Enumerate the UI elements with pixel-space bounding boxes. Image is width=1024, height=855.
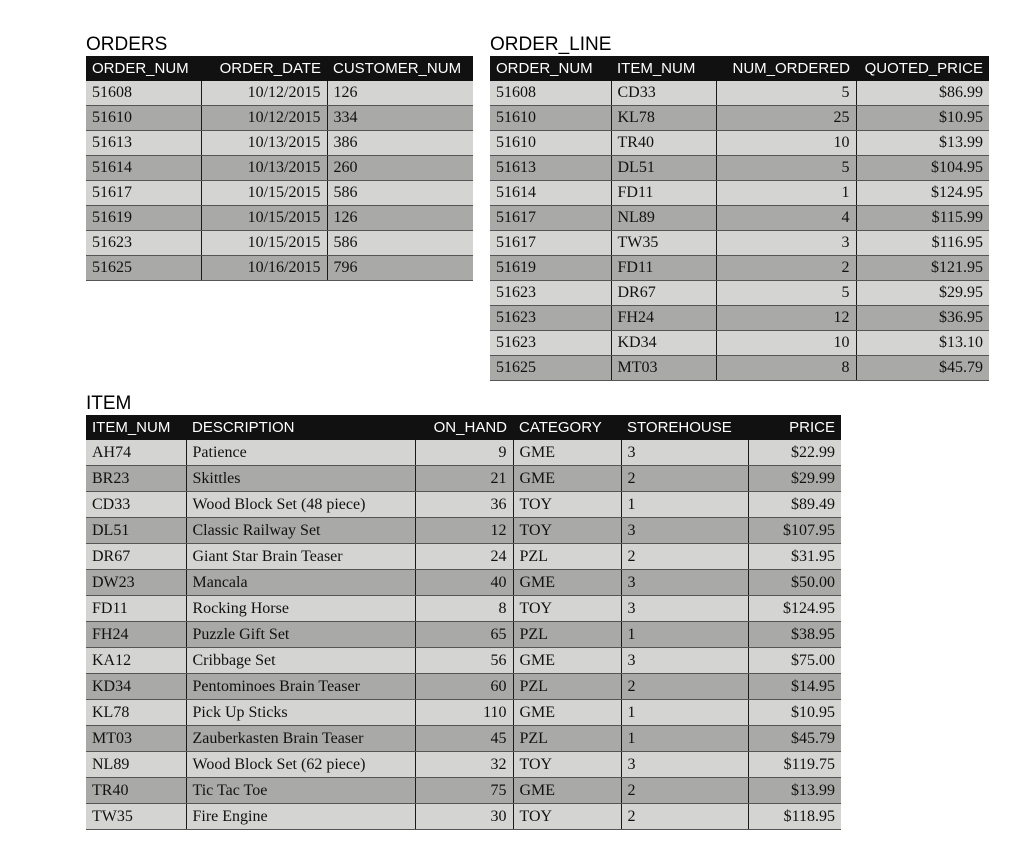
- item-cell-price: $38.95: [748, 622, 841, 648]
- order-line-cell-order-num: 51619: [490, 256, 611, 281]
- item-cell-category: GME: [513, 778, 621, 804]
- order-line-row: [490, 181, 989, 206]
- order-line-cell-item-num: FD11: [611, 256, 716, 281]
- item-cell-category: TOY: [513, 518, 621, 544]
- item-cell-price: $50.00: [748, 570, 841, 596]
- item-cell-price: $45.79: [748, 726, 841, 752]
- item-row: [86, 726, 841, 752]
- order-line-cell-item-num: TR40: [611, 131, 716, 156]
- order-line-cell-quoted-price: $29.95: [856, 281, 989, 306]
- item-row: [86, 440, 841, 466]
- orders-cell-order-date: 10/13/2015: [201, 156, 327, 181]
- orders-table-title: ORDERS: [86, 34, 168, 55]
- order-line-cell-num-ordered: 10: [716, 131, 856, 156]
- order-line-row: [490, 231, 989, 256]
- orders-table: [86, 56, 473, 281]
- item-cell-on-hand: 30: [415, 804, 513, 830]
- item-row: [86, 518, 841, 544]
- item-cell-storehouse: 3: [621, 596, 748, 622]
- item-cell-description: Tic Tac Toe: [186, 778, 415, 804]
- orders-cell-order-num: 51613: [86, 131, 201, 156]
- orders-row: [86, 131, 473, 156]
- item-cell-storehouse: 3: [621, 440, 748, 466]
- item-cell-storehouse: 3: [621, 648, 748, 674]
- orders-row: [86, 156, 473, 181]
- orders-cell-order-num: 51617: [86, 181, 201, 206]
- orders-cell-order-num: 51619: [86, 206, 201, 231]
- orders-col-order-num: ORDER_NUM: [86, 56, 201, 81]
- item-cell-category: GME: [513, 440, 621, 466]
- order-line-cell-quoted-price: $36.95: [856, 306, 989, 331]
- order-line-row: [490, 256, 989, 281]
- item-cell-on-hand: 21: [415, 466, 513, 492]
- orders-cell-order-date: 10/12/2015: [201, 106, 327, 131]
- orders-cell-customer-num: 260: [327, 156, 473, 181]
- item-cell-category: PZL: [513, 726, 621, 752]
- order-line-row: [490, 106, 989, 131]
- item-table-block: [86, 393, 841, 830]
- orders-header-row: [86, 56, 473, 81]
- item-row: [86, 752, 841, 778]
- order-line-row: [490, 206, 989, 231]
- item-cell-price: $29.99: [748, 466, 841, 492]
- item-cell-on-hand: 75: [415, 778, 513, 804]
- item-cell-category: TOY: [513, 492, 621, 518]
- orders-row: [86, 256, 473, 281]
- orders-cell-order-date: 10/15/2015: [201, 206, 327, 231]
- order-line-cell-item-num: TW35: [611, 231, 716, 256]
- orders-cell-customer-num: 126: [327, 81, 473, 106]
- order-line-cell-order-num: 51613: [490, 156, 611, 181]
- order-line-cell-quoted-price: $13.10: [856, 331, 989, 356]
- order-line-cell-item-num: NL89: [611, 206, 716, 231]
- item-cell-on-hand: 45: [415, 726, 513, 752]
- order-line-cell-num-ordered: 8: [716, 356, 856, 381]
- order-line-cell-item-num: DR67: [611, 281, 716, 306]
- orders-cell-order-num: 51623: [86, 231, 201, 256]
- item-cell-category: TOY: [513, 596, 621, 622]
- item-cell-description: Wood Block Set (48 piece): [186, 492, 415, 518]
- item-row: [86, 648, 841, 674]
- order-line-row: [490, 331, 989, 356]
- item-cell-storehouse: 2: [621, 804, 748, 830]
- item-cell-description: Mancala: [186, 570, 415, 596]
- order-line-cell-num-ordered: 3: [716, 231, 856, 256]
- item-row: [86, 466, 841, 492]
- item-cell-storehouse: 1: [621, 492, 748, 518]
- item-cell-price: $22.99: [748, 440, 841, 466]
- orders-cell-order-date: 10/15/2015: [201, 231, 327, 256]
- item-cell-item-num: NL89: [86, 752, 186, 778]
- item-cell-item-num: DR67: [86, 544, 186, 570]
- item-cell-price: $10.95: [748, 700, 841, 726]
- order-line-cell-item-num: FD11: [611, 181, 716, 206]
- item-cell-description: Giant Star Brain Teaser: [186, 544, 415, 570]
- orders-row: [86, 181, 473, 206]
- item-cell-storehouse: 2: [621, 544, 748, 570]
- order-line-cell-item-num: DL51: [611, 156, 716, 181]
- item-col-description: DESCRIPTION: [186, 415, 415, 440]
- item-cell-category: TOY: [513, 804, 621, 830]
- orders-row: [86, 81, 473, 106]
- item-row: [86, 596, 841, 622]
- item-cell-storehouse: 2: [621, 466, 748, 492]
- order-line-cell-order-num: 51617: [490, 206, 611, 231]
- item-cell-description: Zauberkasten Brain Teaser: [186, 726, 415, 752]
- orders-cell-order-date: 10/16/2015: [201, 256, 327, 281]
- order-line-cell-order-num: 51610: [490, 106, 611, 131]
- item-cell-category: GME: [513, 466, 621, 492]
- item-cell-storehouse: 1: [621, 700, 748, 726]
- order-line-cell-quoted-price: $116.95: [856, 231, 989, 256]
- item-header-row: [86, 415, 841, 440]
- order-line-cell-num-ordered: 5: [716, 281, 856, 306]
- orders-cell-customer-num: 386: [327, 131, 473, 156]
- order-line-cell-num-ordered: 5: [716, 156, 856, 181]
- item-cell-on-hand: 36: [415, 492, 513, 518]
- order-line-table-title: ORDER_LINE: [490, 34, 612, 55]
- item-cell-item-num: TW35: [86, 804, 186, 830]
- item-cell-storehouse: 3: [621, 518, 748, 544]
- order-line-table-block: [490, 34, 989, 381]
- order-line-cell-quoted-price: $10.95: [856, 106, 989, 131]
- order-line-col-num-ordered: NUM_ORDERED: [716, 56, 856, 81]
- orders-cell-order-date: 10/13/2015: [201, 131, 327, 156]
- item-cell-category: GME: [513, 570, 621, 596]
- orders-col-customer-num: CUSTOMER_NUM: [327, 56, 473, 81]
- item-cell-item-num: MT03: [86, 726, 186, 752]
- item-cell-item-num: KD34: [86, 674, 186, 700]
- orders-cell-order-num: 51614: [86, 156, 201, 181]
- item-cell-category: GME: [513, 648, 621, 674]
- item-col-storehouse: STOREHOUSE: [621, 415, 748, 440]
- orders-cell-order-date: 10/15/2015: [201, 181, 327, 206]
- item-cell-item-num: BR23: [86, 466, 186, 492]
- order-line-col-item-num: ITEM_NUM: [611, 56, 716, 81]
- item-cell-price: $118.95: [748, 804, 841, 830]
- item-row: [86, 622, 841, 648]
- item-cell-price: $119.75: [748, 752, 841, 778]
- item-cell-category: PZL: [513, 622, 621, 648]
- order-line-table: [490, 56, 989, 381]
- orders-cell-customer-num: 586: [327, 181, 473, 206]
- item-cell-price: $75.00: [748, 648, 841, 674]
- item-cell-description: Wood Block Set (62 piece): [186, 752, 415, 778]
- item-cell-on-hand: 56: [415, 648, 513, 674]
- item-cell-description: Pentominoes Brain Teaser: [186, 674, 415, 700]
- item-col-price: PRICE: [748, 415, 841, 440]
- order-line-row: [490, 156, 989, 181]
- order-line-cell-order-num: 51623: [490, 331, 611, 356]
- order-line-cell-num-ordered: 4: [716, 206, 856, 231]
- item-cell-description: Classic Railway Set: [186, 518, 415, 544]
- item-cell-on-hand: 9: [415, 440, 513, 466]
- order-line-row: [490, 131, 989, 156]
- orders-row: [86, 206, 473, 231]
- order-line-cell-order-num: 51625: [490, 356, 611, 381]
- item-cell-description: Rocking Horse: [186, 596, 415, 622]
- order-line-cell-num-ordered: 10: [716, 331, 856, 356]
- order-line-cell-order-num: 51614: [490, 181, 611, 206]
- order-line-cell-order-num: 51623: [490, 281, 611, 306]
- item-cell-price: $107.95: [748, 518, 841, 544]
- item-cell-on-hand: 65: [415, 622, 513, 648]
- order-line-col-order-num: ORDER_NUM: [490, 56, 611, 81]
- order-line-cell-quoted-price: $45.79: [856, 356, 989, 381]
- item-row: [86, 570, 841, 596]
- item-cell-category: GME: [513, 700, 621, 726]
- item-cell-price: $13.99: [748, 778, 841, 804]
- orders-cell-order-num: 51625: [86, 256, 201, 281]
- item-cell-on-hand: 60: [415, 674, 513, 700]
- item-cell-price: $89.49: [748, 492, 841, 518]
- item-cell-price: $14.95: [748, 674, 841, 700]
- item-cell-description: Patience: [186, 440, 415, 466]
- item-cell-storehouse: 3: [621, 570, 748, 596]
- order-line-cell-quoted-price: $115.99: [856, 206, 989, 231]
- item-cell-item-num: CD33: [86, 492, 186, 518]
- orders-row: [86, 231, 473, 256]
- item-cell-category: TOY: [513, 752, 621, 778]
- item-cell-item-num: KL78: [86, 700, 186, 726]
- item-cell-storehouse: 2: [621, 674, 748, 700]
- orders-cell-order-num: 51610: [86, 106, 201, 131]
- order-line-cell-item-num: KD34: [611, 331, 716, 356]
- item-cell-description: Puzzle Gift Set: [186, 622, 415, 648]
- item-cell-on-hand: 12: [415, 518, 513, 544]
- orders-col-order-date: ORDER_DATE: [201, 56, 327, 81]
- orders-cell-customer-num: 334: [327, 106, 473, 131]
- order-line-cell-quoted-price: $121.95: [856, 256, 989, 281]
- order-line-cell-num-ordered: 1: [716, 181, 856, 206]
- item-row: [86, 778, 841, 804]
- order-line-cell-order-num: 51610: [490, 131, 611, 156]
- item-cell-category: PZL: [513, 544, 621, 570]
- item-cell-price: $31.95: [748, 544, 841, 570]
- item-cell-on-hand: 24: [415, 544, 513, 570]
- order-line-cell-quoted-price: $86.99: [856, 81, 989, 106]
- item-cell-item-num: FD11: [86, 596, 186, 622]
- item-row: [86, 492, 841, 518]
- order-line-header-row: [490, 56, 989, 81]
- order-line-cell-item-num: CD33: [611, 81, 716, 106]
- item-cell-item-num: AH74: [86, 440, 186, 466]
- item-cell-on-hand: 40: [415, 570, 513, 596]
- item-cell-on-hand: 32: [415, 752, 513, 778]
- item-cell-description: Skittles: [186, 466, 415, 492]
- item-cell-storehouse: 3: [621, 752, 748, 778]
- order-line-cell-num-ordered: 12: [716, 306, 856, 331]
- item-row: [86, 804, 841, 830]
- item-col-category: CATEGORY: [513, 415, 621, 440]
- item-cell-storehouse: 1: [621, 622, 748, 648]
- orders-cell-order-num: 51608: [86, 81, 201, 106]
- item-cell-storehouse: 2: [621, 778, 748, 804]
- item-cell-storehouse: 1: [621, 726, 748, 752]
- item-row: [86, 700, 841, 726]
- order-line-row: [490, 81, 989, 106]
- item-cell-item-num: TR40: [86, 778, 186, 804]
- item-cell-description: Cribbage Set: [186, 648, 415, 674]
- item-row: [86, 544, 841, 570]
- item-cell-category: PZL: [513, 674, 621, 700]
- item-table-title: ITEM: [86, 393, 132, 414]
- order-line-row: [490, 281, 989, 306]
- order-line-cell-item-num: KL78: [611, 106, 716, 131]
- item-cell-on-hand: 110: [415, 700, 513, 726]
- item-cell-price: $124.95: [748, 596, 841, 622]
- item-cell-item-num: DL51: [86, 518, 186, 544]
- order-line-col-quoted-price: QUOTED_PRICE: [856, 56, 989, 81]
- orders-cell-customer-num: 586: [327, 231, 473, 256]
- order-line-row: [490, 306, 989, 331]
- order-line-cell-num-ordered: 25: [716, 106, 856, 131]
- order-line-cell-item-num: MT03: [611, 356, 716, 381]
- order-line-cell-num-ordered: 2: [716, 256, 856, 281]
- order-line-cell-quoted-price: $104.95: [856, 156, 989, 181]
- order-line-cell-num-ordered: 5: [716, 81, 856, 106]
- order-line-cell-order-num: 51617: [490, 231, 611, 256]
- order-line-cell-item-num: FH24: [611, 306, 716, 331]
- item-cell-item-num: FH24: [86, 622, 186, 648]
- orders-cell-customer-num: 796: [327, 256, 473, 281]
- item-cell-item-num: DW23: [86, 570, 186, 596]
- orders-row: [86, 106, 473, 131]
- order-line-cell-quoted-price: $13.99: [856, 131, 989, 156]
- order-line-cell-order-num: 51608: [490, 81, 611, 106]
- item-col-on-hand: ON_HAND: [415, 415, 513, 440]
- item-row: [86, 674, 841, 700]
- orders-cell-customer-num: 126: [327, 206, 473, 231]
- orders-cell-order-date: 10/12/2015: [201, 81, 327, 106]
- item-col-item-num: ITEM_NUM: [86, 415, 186, 440]
- orders-table-block: [86, 34, 473, 281]
- item-table: [86, 415, 841, 830]
- order-line-row: [490, 356, 989, 381]
- item-cell-description: Fire Engine: [186, 804, 415, 830]
- item-cell-on-hand: 8: [415, 596, 513, 622]
- order-line-cell-order-num: 51623: [490, 306, 611, 331]
- item-cell-item-num: KA12: [86, 648, 186, 674]
- item-cell-description: Pick Up Sticks: [186, 700, 415, 726]
- order-line-cell-quoted-price: $124.95: [856, 181, 989, 206]
